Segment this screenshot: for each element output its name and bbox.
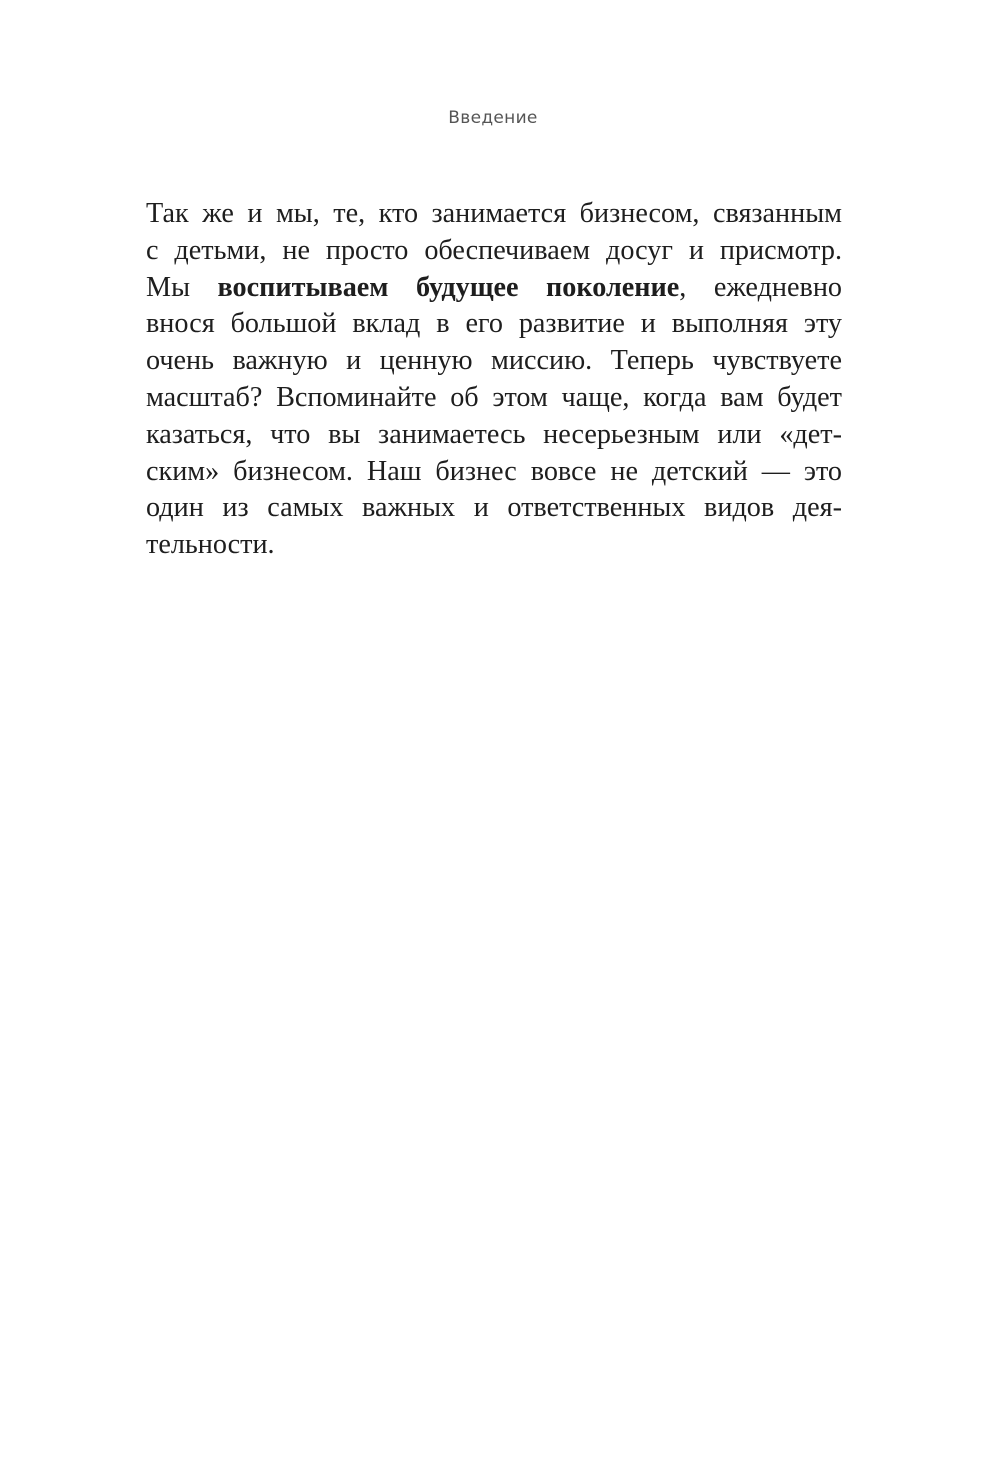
line-3-prefix: Мы bbox=[146, 271, 218, 303]
paragraph-line-9: один из самых важных и ответственных видов дея- bbox=[146, 492, 842, 524]
paragraph-line-10: тельности. bbox=[146, 529, 275, 561]
paragraph-line-4: внося большой вклад в его развитие и выполняя эту bbox=[146, 308, 842, 340]
line-3-suffix: , ежедневно bbox=[679, 271, 842, 303]
paragraph-line-5: очень важную и ценную миссию. Теперь чувствуете bbox=[146, 345, 842, 377]
paragraph-line-3 bbox=[146, 270, 842, 307]
paragraph-line-7: казаться, что вы занимаетесь несерьезным или «дет- bbox=[146, 418, 842, 450]
paragraph-line-6: масштаб? Вспоминайте об этом чаще, когда вам будет bbox=[146, 381, 842, 413]
emphasis-text: воспитываем будущее поколение bbox=[217, 271, 680, 303]
running-header: Введение bbox=[448, 108, 538, 128]
paragraph-line-1: Так же и мы, те, кто занимается бизнесом, связанным bbox=[146, 198, 842, 229]
body-paragraph bbox=[146, 196, 842, 564]
paragraph-line-8: ским» бизнесом. Наш бизнес вовсе не детский — это bbox=[146, 455, 842, 487]
paragraph-line-2: с детьми, не просто обеспечиваем досуг и присмотр. bbox=[146, 234, 842, 266]
